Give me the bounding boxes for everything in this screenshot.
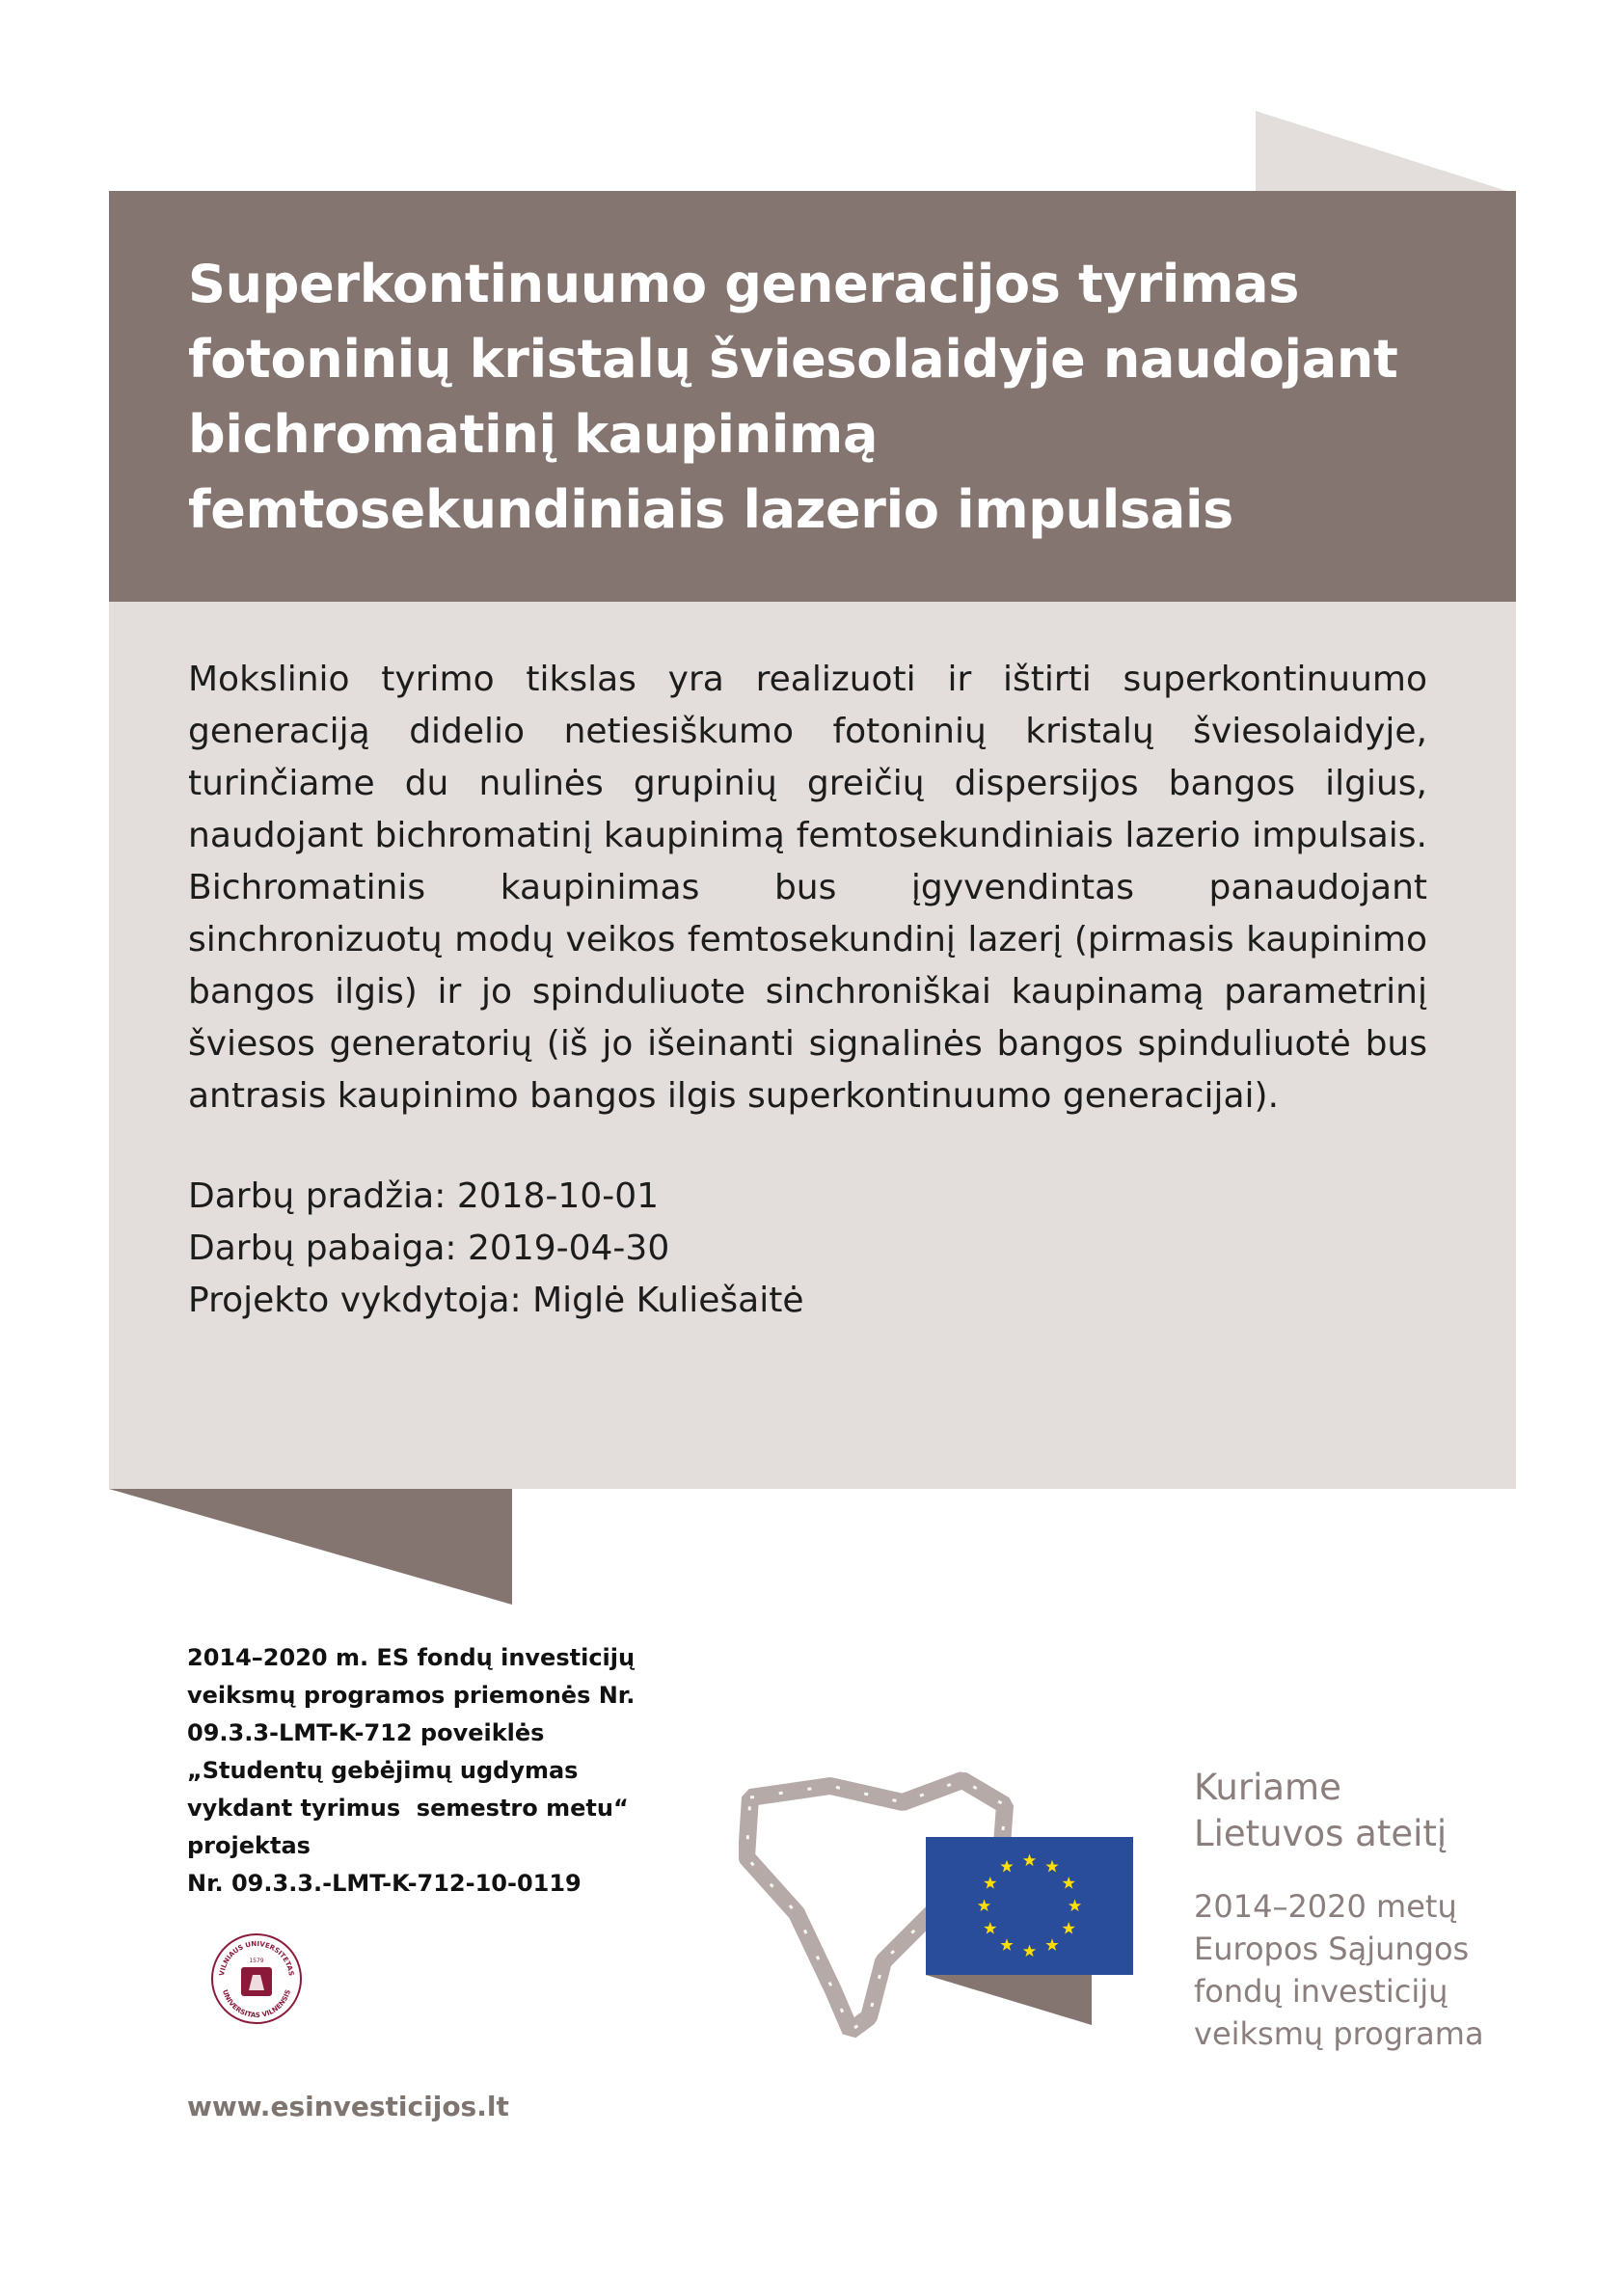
eu-star-icon: [1000, 1860, 1013, 1873]
start-date-value: 2018-10-01: [456, 1176, 660, 1216]
eu-star-icon: [984, 1922, 996, 1934]
project-title: Superkontinuumo generacijos tyrimas fotoninių kristalų šviesolaidyje naudojant bichromatinį kaupinimą femtosekundiniais lazerio impulsais: [188, 254, 1398, 540]
eu-star-icon: [1069, 1900, 1081, 1912]
project-description: Mokslinio tyrimo tikslas yra realizuoti ir ištirti superkontinuumo generaciją didelio netiesiškumo fotoninių kristalų šviesolaidyje, turinčiame du nulinės grupinių greičių dispersijos bangos ilgius, naudojant bichromatinį kaupinimą femtosekundiniais lazerio impulsais. Bichromatinis kaupinimas bus įgyvendintas panaudojant sinchronizuotų modų veikos femtosekundinį lazerį (pirmasis kaupinimo bangos ilgis) ir jo spinduliuote sinchroniškai kaupinamą parametrinį šviesos generatorių (iš jo išeinanti signalinės bangos spinduliuotė bus antrasis kaupinimo bangos ilgis superkontinuumo generacijai).: [188, 660, 1427, 1116]
description-panel: [109, 602, 1516, 1489]
seal-bottom-text: UNIVERSITAS VILNENSIS: [220, 1988, 293, 2020]
eu-flag: [926, 1837, 1133, 1975]
start-date-row: [188, 1171, 1427, 1223]
funding-line: „Studentų gebėjimų ugdymas: [187, 1757, 579, 1784]
executor-row: [188, 1275, 1427, 1327]
eu-star-icon: [978, 1900, 990, 1912]
funding-line: veiksmų programos priemonės Nr.: [187, 1682, 636, 1709]
project-facts: [188, 1171, 1427, 1327]
ribbon-fold-bottom: [109, 1489, 512, 1605]
eu-star-icon: [1045, 1938, 1058, 1951]
program-line: fondų investicijų: [1194, 1973, 1448, 2010]
eu-star-icon: [1045, 1860, 1058, 1873]
program-line: 2014–2020 metų: [1194, 1888, 1457, 1925]
funding-line: vykdant tyrimus semestro metu“: [187, 1795, 629, 1822]
slogan-line: Lietuvos ateitį: [1194, 1813, 1448, 1854]
end-date-row: [188, 1223, 1427, 1275]
university-seal-logo: [210, 1932, 303, 2025]
funding-line: 2014–2020 m. ES fondų investicijų: [187, 1644, 636, 1671]
eu-star-icon: [1063, 1877, 1075, 1889]
eu-star-icon: [1023, 1945, 1036, 1958]
seal-top-text: VILNIAUS UNIVERSITETAS: [218, 1939, 295, 1977]
title-panel: [109, 191, 1516, 602]
eu-star-icon: [1063, 1922, 1075, 1934]
program-line: veiksmų programa: [1194, 2015, 1484, 2052]
slogan-line: Kuriame: [1194, 1767, 1341, 1808]
end-date-label: Darbų pabaiga:: [188, 1229, 457, 1268]
funding-line: 09.3.3-LMT-K-712 poveiklės: [187, 1719, 545, 1746]
seal-year: 1579: [249, 1958, 264, 1964]
ribbon-fold-top: [1256, 111, 1516, 194]
eu-stars: [926, 1837, 1133, 1975]
website-link[interactable]: www.esinvesticijos.lt: [187, 2091, 509, 2122]
slogan: [1194, 1765, 1447, 1857]
program-name: [1194, 1885, 1484, 2055]
eu-star-icon: [1000, 1938, 1013, 1951]
eu-flag-fold: [926, 1975, 1092, 2025]
funding-statement: [187, 1639, 727, 1903]
executor-value: Miglė Kuliešaitė: [532, 1281, 804, 1320]
program-line: Europos Sąjungos: [1194, 1931, 1470, 1967]
eu-star-icon: [984, 1877, 996, 1889]
end-date-value: 2019-04-30: [468, 1229, 670, 1268]
eu-star-icon: [1023, 1854, 1036, 1867]
funding-line: Nr. 09.3.3.-LMT-K-712-10-0119: [187, 1870, 582, 1897]
funding-line: projektas: [187, 1832, 311, 1859]
start-date-label: Darbų pradžia:: [188, 1176, 447, 1216]
executor-label: Projekto vykdytoja:: [188, 1281, 522, 1320]
